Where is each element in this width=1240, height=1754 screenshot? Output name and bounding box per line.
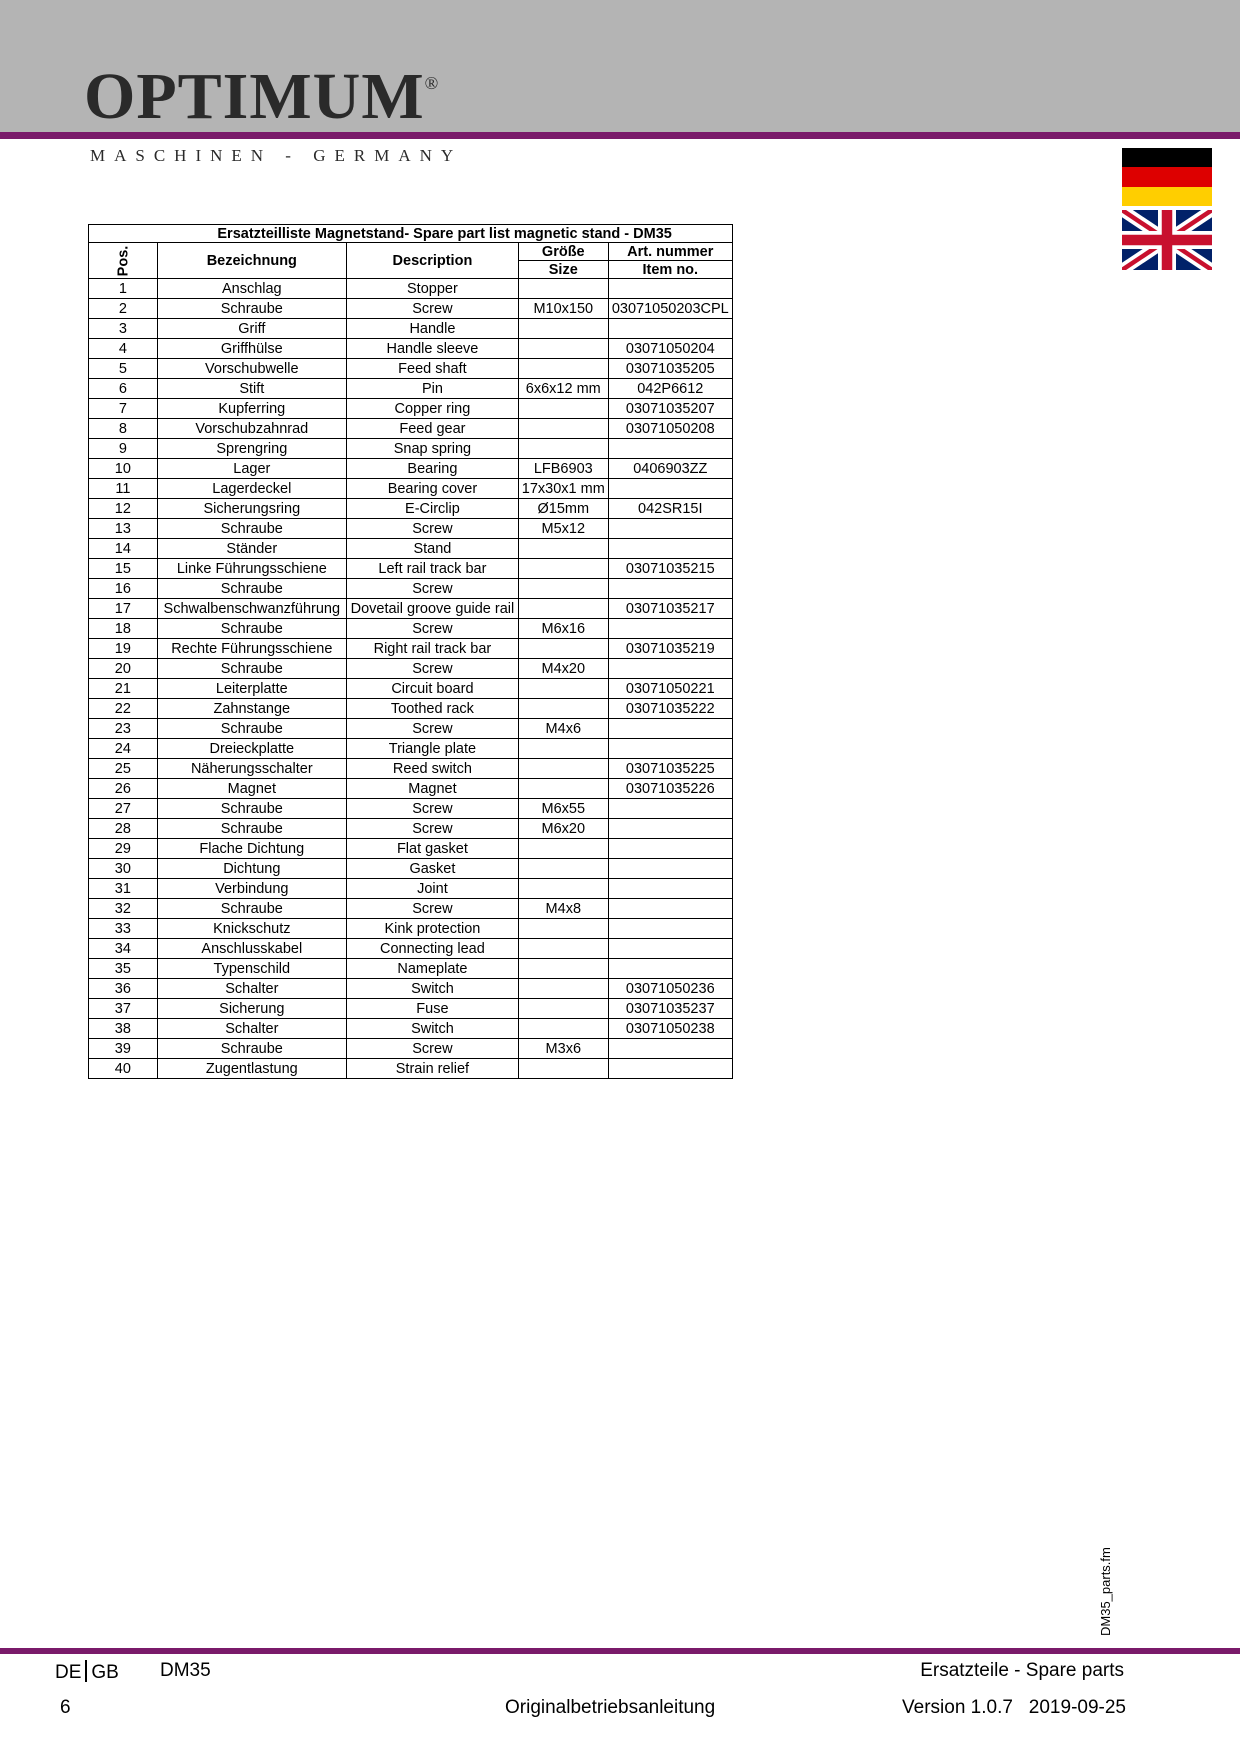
cell-pos: 3: [89, 319, 158, 339]
cell-size: [518, 359, 608, 379]
cell-pos: 9: [89, 439, 158, 459]
header-description: Description: [346, 243, 518, 279]
cell-bezeichnung: Schraube: [157, 299, 346, 319]
cell-bezeichnung: Zugentlastung: [157, 1059, 346, 1079]
cell-bezeichnung: Typenschild: [157, 959, 346, 979]
cell-pos: 7: [89, 399, 158, 419]
cell-item-no: [608, 819, 732, 839]
cell-bezeichnung: Stift: [157, 379, 346, 399]
cell-description: Nameplate: [346, 959, 518, 979]
lang-separator: [85, 1660, 87, 1682]
cell-description: Reed switch: [346, 759, 518, 779]
cell-item-no: 03071035217: [608, 599, 732, 619]
cell-size: [518, 279, 608, 299]
cell-pos: 31: [89, 879, 158, 899]
cell-description: Left rail track bar: [346, 559, 518, 579]
table-row: [89, 819, 733, 839]
table-row: [89, 319, 733, 339]
cell-item-no: [608, 1039, 732, 1059]
table-row: [89, 399, 733, 419]
cell-description: Bearing cover: [346, 479, 518, 499]
cell-item-no: [608, 939, 732, 959]
cell-description: Magnet: [346, 779, 518, 799]
header-accent-line: [0, 132, 1240, 139]
cell-item-no: [608, 539, 732, 559]
cell-pos: 5: [89, 359, 158, 379]
cell-description: Joint: [346, 879, 518, 899]
cell-bezeichnung: Anschlag: [157, 279, 346, 299]
cell-bezeichnung: Lager: [157, 459, 346, 479]
footer-section-title: Ersatzteile - Spare parts: [920, 1660, 1124, 1681]
cell-item-no: [608, 799, 732, 819]
cell-size: [518, 419, 608, 439]
table-row: [89, 359, 733, 379]
cell-size: [518, 539, 608, 559]
version-date: 2019-09-25: [1028, 1697, 1126, 1718]
table-row: [89, 759, 733, 779]
cell-bezeichnung: Schalter: [157, 1019, 346, 1039]
table-row: [89, 599, 733, 619]
cell-size: [518, 919, 608, 939]
cell-bezeichnung: Schraube: [157, 619, 346, 639]
cell-size: [518, 779, 608, 799]
cell-item-no: 042SR15I: [608, 499, 732, 519]
cell-description: Screw: [346, 799, 518, 819]
spare-parts-table: [88, 224, 733, 1079]
cell-item-no: 03071050221: [608, 679, 732, 699]
table-row: [89, 379, 733, 399]
cell-size: M4x6: [518, 719, 608, 739]
cell-item-no: [608, 719, 732, 739]
cell-bezeichnung: Griffhülse: [157, 339, 346, 359]
cell-item-no: 042P6612: [608, 379, 732, 399]
cell-description: Screw: [346, 619, 518, 639]
table-row: [89, 919, 733, 939]
cell-bezeichnung: Schraube: [157, 899, 346, 919]
header-item-en: Item no.: [608, 261, 732, 279]
header-bezeichnung: Bezeichnung: [157, 243, 346, 279]
cell-item-no: [608, 919, 732, 939]
cell-description: Handle sleeve: [346, 339, 518, 359]
table-title-row: [89, 225, 733, 243]
cell-bezeichnung: Vorschubzahnrad: [157, 419, 346, 439]
cell-size: [518, 559, 608, 579]
cell-size: M6x20: [518, 819, 608, 839]
germany-flag-icon: [1122, 148, 1212, 206]
registered-mark: ®: [424, 73, 440, 93]
cell-description: Toothed rack: [346, 699, 518, 719]
side-filename: DM35_parts.fm: [1098, 1547, 1113, 1636]
footer-accent-line: [0, 1648, 1240, 1654]
cell-bezeichnung: Schraube: [157, 659, 346, 679]
cell-pos: 40: [89, 1059, 158, 1079]
table-row: [89, 879, 733, 899]
cell-description: Switch: [346, 979, 518, 999]
cell-bezeichnung: Leiterplatte: [157, 679, 346, 699]
cell-pos: 16: [89, 579, 158, 599]
page-number: 6: [60, 1697, 71, 1718]
cell-bezeichnung: Schwalbenschwanzführung: [157, 599, 346, 619]
cell-description: Screw: [346, 899, 518, 919]
table-row: [89, 639, 733, 659]
cell-pos: 13: [89, 519, 158, 539]
cell-pos: 12: [89, 499, 158, 519]
cell-bezeichnung: Schraube: [157, 799, 346, 819]
table-row: [89, 439, 733, 459]
table-row: [89, 939, 733, 959]
cell-size: [518, 879, 608, 899]
cell-item-no: 03071035205: [608, 359, 732, 379]
cell-pos: 11: [89, 479, 158, 499]
table-row: [89, 279, 733, 299]
cell-size: [518, 939, 608, 959]
cell-description: Screw: [346, 299, 518, 319]
table-row: [89, 619, 733, 639]
cell-description: Screw: [346, 1039, 518, 1059]
cell-item-no: [608, 1059, 732, 1079]
cell-item-no: [608, 839, 732, 859]
cell-size: [518, 399, 608, 419]
table-row: [89, 559, 733, 579]
brand-subtitle: MASCHINEN - GERMANY: [90, 146, 463, 165]
cell-description: Snap spring: [346, 439, 518, 459]
cell-description: Switch: [346, 1019, 518, 1039]
cell-bezeichnung: Zahnstange: [157, 699, 346, 719]
table-row: [89, 579, 733, 599]
cell-size: M5x12: [518, 519, 608, 539]
cell-description: Pin: [346, 379, 518, 399]
cell-bezeichnung: Ständer: [157, 539, 346, 559]
cell-description: Connecting lead: [346, 939, 518, 959]
cell-size: [518, 739, 608, 759]
table-row: [89, 999, 733, 1019]
cell-size: M4x8: [518, 899, 608, 919]
cell-pos: 26: [89, 779, 158, 799]
cell-bezeichnung: Lagerdeckel: [157, 479, 346, 499]
cell-item-no: [608, 619, 732, 639]
cell-pos: 10: [89, 459, 158, 479]
cell-pos: 1: [89, 279, 158, 299]
cell-size: M6x16: [518, 619, 608, 639]
cell-description: Copper ring: [346, 399, 518, 419]
cell-pos: 20: [89, 659, 158, 679]
cell-description: Screw: [346, 519, 518, 539]
cell-size: [518, 759, 608, 779]
cell-description: Circuit board: [346, 679, 518, 699]
cell-description: Gasket: [346, 859, 518, 879]
cell-description: E-Circlip: [346, 499, 518, 519]
cell-size: LFB6903: [518, 459, 608, 479]
table-row: [89, 779, 733, 799]
cell-description: Strain relief: [346, 1059, 518, 1079]
cell-size: [518, 859, 608, 879]
cell-item-no: [608, 899, 732, 919]
cell-bezeichnung: Schalter: [157, 979, 346, 999]
cell-description: Dovetail groove guide rail: [346, 599, 518, 619]
cell-pos: 27: [89, 799, 158, 819]
cell-bezeichnung: Flache Dichtung: [157, 839, 346, 859]
table-row: [89, 1019, 733, 1039]
cell-description: Screw: [346, 579, 518, 599]
cell-description: Kink protection: [346, 919, 518, 939]
lang-gb: GB: [91, 1662, 119, 1683]
cell-description: Screw: [346, 659, 518, 679]
table-row: [89, 479, 733, 499]
cell-item-no: [608, 439, 732, 459]
cell-description: Flat gasket: [346, 839, 518, 859]
cell-pos: 23: [89, 719, 158, 739]
cell-item-no: [608, 959, 732, 979]
table-row: [89, 899, 733, 919]
cell-item-no: 03071035219: [608, 639, 732, 659]
cell-pos: 17: [89, 599, 158, 619]
cell-size: [518, 679, 608, 699]
cell-size: M3x6: [518, 1039, 608, 1059]
cell-item-no: 0406903ZZ: [608, 459, 732, 479]
cell-item-no: 03071050203CPL: [608, 299, 732, 319]
table-row: [89, 699, 733, 719]
table-body: [89, 279, 733, 1079]
cell-pos: 28: [89, 819, 158, 839]
cell-size: [518, 1059, 608, 1079]
cell-size: [518, 439, 608, 459]
cell-item-no: 03071035225: [608, 759, 732, 779]
cell-pos: 35: [89, 959, 158, 979]
cell-size: M10x150: [518, 299, 608, 319]
cell-bezeichnung: Schraube: [157, 1039, 346, 1059]
table-row: [89, 519, 733, 539]
cell-bezeichnung: Sprengring: [157, 439, 346, 459]
cell-description: Stopper: [346, 279, 518, 299]
lang-de: DE: [55, 1662, 82, 1683]
table-row: [89, 659, 733, 679]
header-item-de: Art. nummer: [608, 243, 732, 261]
cell-size: [518, 639, 608, 659]
cell-description: Stand: [346, 539, 518, 559]
cell-description: Fuse: [346, 999, 518, 1019]
cell-pos: 38: [89, 1019, 158, 1039]
cell-pos: 33: [89, 919, 158, 939]
cell-bezeichnung: Dichtung: [157, 859, 346, 879]
cell-bezeichnung: Vorschubwelle: [157, 359, 346, 379]
cell-item-no: 03071050236: [608, 979, 732, 999]
cell-size: 17x30x1 mm: [518, 479, 608, 499]
cell-size: [518, 339, 608, 359]
cell-item-no: [608, 579, 732, 599]
uk-flag-icon: [1122, 210, 1212, 270]
cell-item-no: [608, 519, 732, 539]
cell-item-no: 03071050238: [608, 1019, 732, 1039]
brand-name: OPTIMUM: [84, 60, 425, 133]
cell-bezeichnung: Verbindung: [157, 879, 346, 899]
cell-description: Feed shaft: [346, 359, 518, 379]
cell-item-no: [608, 739, 732, 759]
cell-bezeichnung: Schraube: [157, 719, 346, 739]
cell-bezeichnung: Linke Führungsschiene: [157, 559, 346, 579]
header-size-en: Size: [518, 261, 608, 279]
table-row: [89, 419, 733, 439]
table-row: [89, 799, 733, 819]
cell-pos: 25: [89, 759, 158, 779]
cell-pos: 29: [89, 839, 158, 859]
cell-description: Bearing: [346, 459, 518, 479]
cell-item-no: 03071035215: [608, 559, 732, 579]
table-row: [89, 719, 733, 739]
cell-size: [518, 979, 608, 999]
cell-description: Handle: [346, 319, 518, 339]
footer-version: [902, 1697, 1126, 1719]
cell-description: Screw: [346, 719, 518, 739]
cell-bezeichnung: Dreieckplatte: [157, 739, 346, 759]
cell-size: [518, 1019, 608, 1039]
cell-bezeichnung: Sicherungsring: [157, 499, 346, 519]
cell-size: [518, 999, 608, 1019]
table-row: [89, 839, 733, 859]
cell-item-no: 03071050208: [608, 419, 732, 439]
footer-original-manual: Originalbetriebsanleitung: [505, 1697, 716, 1718]
table-row: [89, 959, 733, 979]
table-title: Ersatzteilliste Magnetstand- Spare part list magnetic stand - DM35: [157, 225, 732, 243]
cell-pos: 32: [89, 899, 158, 919]
cell-size: [518, 839, 608, 859]
table-row: [89, 679, 733, 699]
cell-pos: 37: [89, 999, 158, 1019]
cell-item-no: [608, 479, 732, 499]
cell-bezeichnung: Schraube: [157, 579, 346, 599]
cell-pos: 18: [89, 619, 158, 639]
header-pos: Pos.: [89, 243, 158, 279]
cell-pos: 4: [89, 339, 158, 359]
table-row: [89, 1039, 733, 1059]
version-label: Version 1.0.7: [902, 1697, 1013, 1718]
cell-item-no: 03071035207: [608, 399, 732, 419]
cell-pos: 14: [89, 539, 158, 559]
cell-size: M6x55: [518, 799, 608, 819]
table-row: [89, 1059, 733, 1079]
cell-item-no: [608, 659, 732, 679]
cell-description: Right rail track bar: [346, 639, 518, 659]
cell-size: [518, 579, 608, 599]
cell-pos: 6: [89, 379, 158, 399]
cell-size: 6x6x12 mm: [518, 379, 608, 399]
cell-item-no: [608, 279, 732, 299]
table-row: [89, 499, 733, 519]
cell-pos: 21: [89, 679, 158, 699]
cell-size: [518, 699, 608, 719]
cell-pos: 36: [89, 979, 158, 999]
cell-item-no: 03071050204: [608, 339, 732, 359]
cell-bezeichnung: Rechte Führungsschiene: [157, 639, 346, 659]
cell-item-no: 03071035226: [608, 779, 732, 799]
cell-bezeichnung: Näherungsschalter: [157, 759, 346, 779]
footer-languages: [55, 1660, 119, 1684]
cell-description: Triangle plate: [346, 739, 518, 759]
table-row: [89, 739, 733, 759]
cell-size: M4x20: [518, 659, 608, 679]
cell-bezeichnung: Kupferring: [157, 399, 346, 419]
brand-logo: [84, 60, 440, 133]
table-row: [89, 339, 733, 359]
cell-bezeichnung: Schraube: [157, 819, 346, 839]
cell-description: Feed gear: [346, 419, 518, 439]
table-row: [89, 459, 733, 479]
table-row: [89, 539, 733, 559]
footer-model: DM35: [160, 1660, 211, 1681]
cell-description: Screw: [346, 819, 518, 839]
cell-bezeichnung: Magnet: [157, 779, 346, 799]
cell-pos: 24: [89, 739, 158, 759]
table-row: [89, 299, 733, 319]
cell-item-no: 03071035222: [608, 699, 732, 719]
cell-size: [518, 959, 608, 979]
cell-pos: 8: [89, 419, 158, 439]
cell-pos: 30: [89, 859, 158, 879]
cell-item-no: [608, 319, 732, 339]
cell-bezeichnung: Anschlusskabel: [157, 939, 346, 959]
cell-pos: 2: [89, 299, 158, 319]
cell-item-no: [608, 879, 732, 899]
cell-bezeichnung: Schraube: [157, 519, 346, 539]
cell-pos: 22: [89, 699, 158, 719]
cell-pos: 39: [89, 1039, 158, 1059]
cell-item-no: [608, 859, 732, 879]
cell-item-no: 03071035237: [608, 999, 732, 1019]
cell-bezeichnung: Knickschutz: [157, 919, 346, 939]
cell-pos: 19: [89, 639, 158, 659]
cell-bezeichnung: Sicherung: [157, 999, 346, 1019]
header-size-de: Größe: [518, 243, 608, 261]
cell-size: [518, 599, 608, 619]
cell-bezeichnung: Griff: [157, 319, 346, 339]
cell-pos: 34: [89, 939, 158, 959]
table-row: [89, 979, 733, 999]
cell-pos: 15: [89, 559, 158, 579]
table-row: [89, 859, 733, 879]
cell-size: Ø15mm: [518, 499, 608, 519]
cell-size: [518, 319, 608, 339]
